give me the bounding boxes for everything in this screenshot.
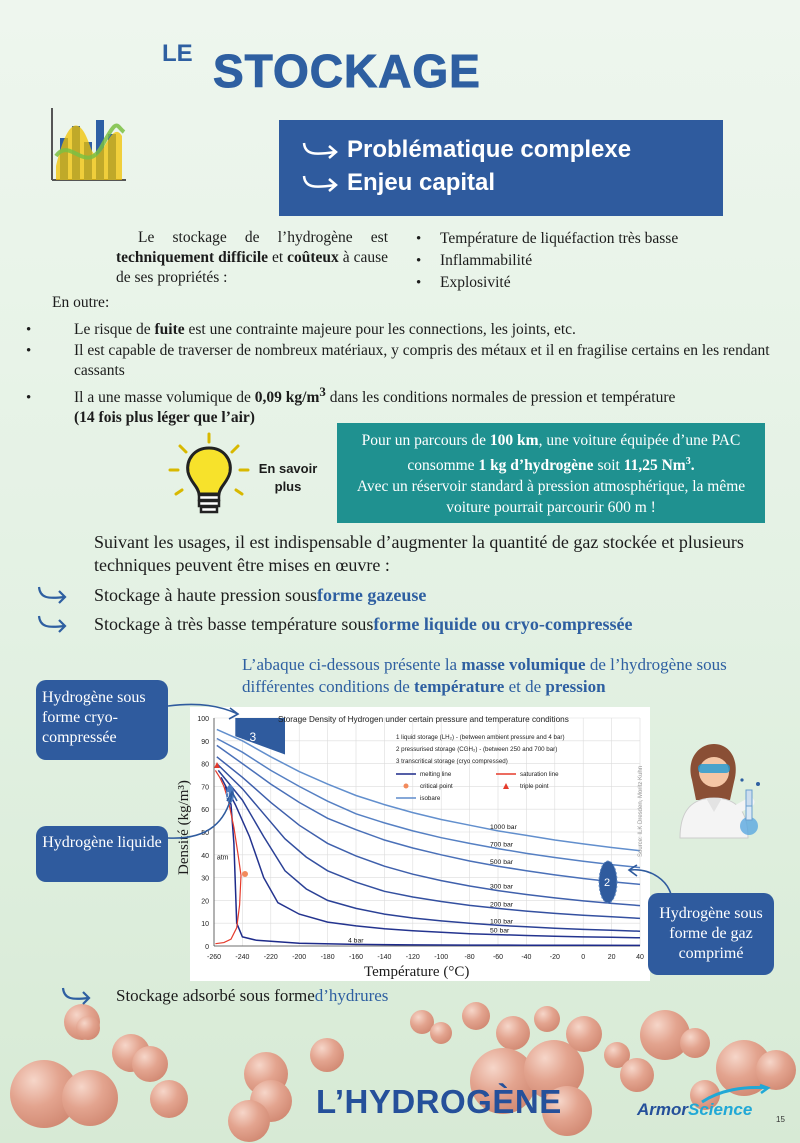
footer-title: L’HYDROGÈNE: [316, 1083, 562, 1120]
chart-title: Storage Density of Hydrogen under certain pressure and temperature conditions: [278, 715, 569, 724]
fact-bold: (14 fois plus léger que l’air): [74, 409, 255, 427]
info-text: Avec un réservoir standard à pression atmosphérique, la même voiture pourrait parcourir 600 m !: [356, 478, 746, 517]
list-item: [416, 228, 678, 250]
chart-logo-icon: [50, 106, 128, 182]
info-bold: .: [690, 457, 695, 475]
scientist-icon: [672, 740, 764, 838]
decor-sphere: [132, 1046, 168, 1082]
learn-more-line: plus: [274, 479, 302, 494]
legend-item: melting line: [420, 771, 452, 778]
series-label: 300 bar: [490, 883, 514, 891]
region-1-label: 1: [226, 791, 231, 800]
legend-text: 3 transcritical storage (cryo compressed): [396, 758, 508, 765]
density-chart: [176, 707, 650, 981]
x-tick-label: -240: [235, 954, 250, 961]
intro-text: Le stockage de l’hydrogène est: [138, 229, 388, 246]
legend-swatch: [404, 784, 409, 789]
decor-sphere: [228, 1100, 270, 1142]
x-tick-label: -160: [348, 954, 364, 961]
legend-text: 1 liquid storage (LH₂) - (between ambient pressure and 4 bar): [396, 734, 565, 741]
decor-sphere: [462, 1002, 490, 1030]
intro-bold: techniquement difficile: [116, 249, 269, 266]
critical-point: [242, 871, 248, 877]
storage-highlight: forme gazeuse: [316, 584, 427, 605]
list-item-text: Explosivité: [440, 274, 511, 291]
list-item: [416, 272, 678, 294]
storage-text: Stockage à très basse température sous: [94, 613, 374, 634]
y-tick-label: 50: [201, 830, 209, 837]
y-tick-label: 0: [205, 944, 209, 951]
list-item-text: Inflammabilité: [440, 252, 533, 269]
info-text: Pour un parcours de: [361, 432, 490, 449]
series-label: 500 bar: [490, 859, 514, 867]
decor-sphere: [310, 1038, 344, 1072]
facts-list: [50, 320, 770, 429]
info-bold: 1 kg d’hydrogène: [478, 457, 594, 475]
page-number: 15: [776, 1115, 785, 1124]
intro-text: et: [268, 249, 288, 266]
series-label: 100 bar: [490, 918, 514, 926]
storage-highlight: forme liquide ou cryo-compressée: [373, 613, 633, 634]
region-3-label: 3: [249, 729, 257, 744]
decor-sphere: [680, 1028, 710, 1058]
chart-source: Source: ILK Dresden, Moritz Kuhn: [638, 765, 644, 857]
chart-intro-bold: température: [414, 677, 505, 696]
region-2-label: 2: [604, 877, 611, 889]
legend-text: 2 pressurised storage (CGH₂) - (between 250 and 700 bar): [396, 746, 558, 753]
page-title: STOCKAGE: [213, 45, 481, 97]
y-axis-title: Densité (kg/m³): [176, 780, 192, 875]
y-tick-label: 60: [201, 807, 209, 815]
x-tick-label: -260: [206, 954, 222, 961]
list-item: [50, 382, 770, 428]
x-axis-title: Température (°C): [364, 964, 470, 980]
legend-item: triple point: [520, 783, 549, 790]
lightbulb-icon: [168, 432, 250, 518]
y-tick-label: 40: [201, 852, 209, 860]
fact-text: Le risque de: [74, 321, 155, 338]
series-label: 50 bar: [490, 927, 510, 935]
x-tick-label: -200: [292, 954, 307, 961]
y-tick-label: 20: [201, 898, 209, 906]
en-outre-label: En outre:: [52, 294, 110, 311]
header-box: [279, 120, 723, 216]
storage-text: Stockage à haute pression sous: [94, 584, 317, 605]
chart-intro-text: et de: [504, 677, 546, 696]
legend-item: critical point: [420, 783, 453, 790]
fact-bold: 0,09 kg/m: [254, 389, 320, 407]
list-item: [50, 320, 770, 340]
header-line-2: Enjeu capital: [347, 169, 496, 196]
chart-intro-bold: pression: [545, 677, 606, 696]
info-text: , une voiture équipée d’une PAC consomme: [407, 432, 741, 475]
series-label: 200 bar: [490, 901, 514, 909]
callout-liquid: Hydrogène liquide: [36, 826, 168, 882]
learn-more-line: En savoir: [258, 461, 318, 476]
chart-intro: [242, 654, 762, 698]
x-tick-label: -120: [405, 954, 420, 961]
storage-option-liquid: [36, 613, 633, 635]
usages-paragraph: Suivant les usages, il est indispensable d’augmenter la quantité de gaz stockée et plusieurs techniques peuvent être mises en œuvre :: [94, 532, 744, 575]
decor-sphere: [76, 1016, 100, 1040]
legend-item: saturation line: [520, 771, 559, 778]
callout-cryo: Hydrogène sous forme cryo-compressée: [36, 680, 168, 760]
curved-arrow-icon: [36, 584, 70, 606]
y-tick-label: 100: [197, 716, 209, 723]
curved-arrow-icon: [301, 139, 341, 161]
decor-sphere: [62, 1070, 118, 1126]
series-label: 1000 bar: [490, 823, 517, 831]
fact-text: est une contrainte majeure pour les connections, les joints, etc.: [184, 321, 576, 338]
curved-arrow-icon: [301, 172, 341, 194]
info-text: soit: [593, 457, 624, 475]
y-tick-label: 80: [201, 761, 209, 769]
y-tick-label: 30: [201, 875, 209, 883]
storage-option-gas: [36, 584, 426, 606]
fact-text: Il est capable de traverser de nombreux matériaux, y compris des métaux et il en fragilise certains en les rendant cassants: [74, 342, 770, 379]
intro-paragraph: [116, 228, 388, 288]
atm-label: atm: [216, 854, 229, 862]
info-box: [337, 423, 765, 523]
brand-logo: [637, 1100, 752, 1120]
storage-text: Stockage adsorbé sous forme: [116, 986, 315, 1005]
fact-text: Il a une masse volumique de: [74, 389, 255, 407]
decor-sphere: [150, 1080, 188, 1118]
storage-option-hydrides: [60, 985, 388, 1007]
header-line-1: Problématique complexe: [347, 136, 632, 163]
title-prefix: LE: [162, 40, 193, 67]
x-tick-label: -80: [464, 954, 475, 961]
decor-sphere: [496, 1016, 530, 1050]
legend-item: isobare: [420, 795, 441, 802]
info-bold: 11,25 Nm: [623, 457, 686, 475]
y-tick-label: 90: [201, 738, 209, 746]
chart-intro-bold: masse volumique: [461, 655, 586, 674]
info-sup: 3: [685, 456, 691, 467]
x-tick-label: -220: [263, 954, 278, 961]
intro-text: à cause de ses propriétés :: [116, 249, 389, 286]
intro-bold: coûteux: [287, 249, 339, 266]
learn-more-label: [258, 460, 318, 496]
brand-part: Armor: [637, 1100, 689, 1119]
callout-gas: Hydrogène sous forme de gaz comprimé: [648, 893, 774, 975]
x-tick-label: -100: [434, 954, 449, 961]
storage-highlight: d’hydrures: [314, 986, 389, 1005]
y-tick-label: 10: [201, 921, 209, 929]
x-tick-label: 0: [581, 954, 586, 961]
series-label: 700 bar: [490, 841, 514, 849]
decor-sphere: [534, 1006, 560, 1032]
curved-arrow-icon: [36, 613, 70, 635]
x-tick-label: -20: [549, 954, 560, 961]
fact-text: dans les conditions normales de pression et température: [325, 389, 676, 407]
x-tick-label: -40: [521, 954, 532, 961]
brand-part: Science: [688, 1100, 753, 1119]
x-tick-label: 40: [636, 954, 644, 961]
y-tick-label: 70: [201, 784, 209, 792]
decor-sphere: [620, 1058, 654, 1092]
list-item: [50, 341, 770, 381]
x-tick-label: 20: [607, 954, 616, 961]
x-tick-label: -60: [492, 954, 504, 961]
list-item-text: Température de liquéfaction très basse: [440, 230, 679, 247]
list-item: [416, 250, 678, 272]
chart-intro-text: L’abaque ci-dessous présente la: [242, 655, 462, 674]
series-label: 4 bar: [348, 937, 364, 945]
info-bold: 100 km: [489, 432, 539, 449]
x-tick-label: -180: [320, 954, 335, 961]
curved-arrow-icon: [60, 985, 94, 1007]
fact-bold: fuite: [154, 321, 185, 338]
fact-sup: 3: [319, 384, 326, 399]
decor-sphere: [430, 1022, 452, 1044]
properties-list: [416, 228, 678, 294]
chart-intro-text: de l’hydrogène sous différentes conditions de: [242, 655, 727, 696]
x-tick-label: -140: [377, 954, 392, 961]
decor-sphere: [566, 1016, 602, 1052]
